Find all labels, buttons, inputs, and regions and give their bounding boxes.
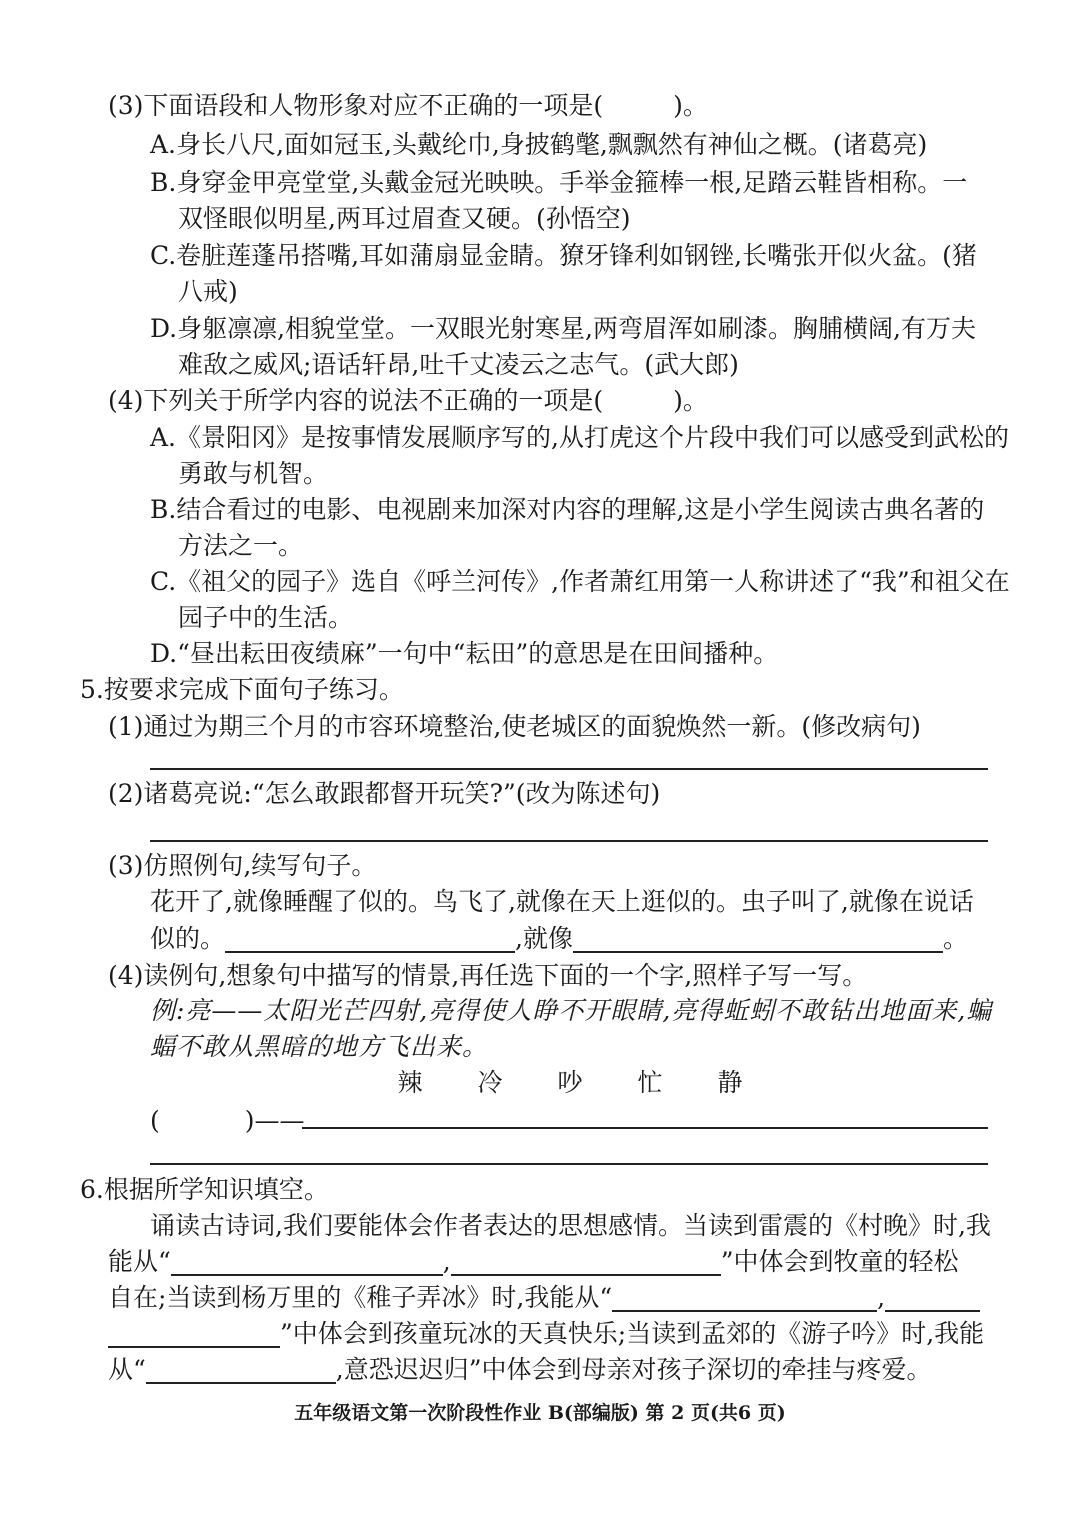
fill-blank[interactable]: [146, 1356, 336, 1384]
q6-title: 6.根据所学知识填空。: [80, 1175, 329, 1204]
char-option: 忙: [637, 1068, 663, 1097]
q4-option-d: D.“昼出耘田夜绩麻”一句中“耘田”的意思是在田间播种。: [150, 639, 779, 668]
q3-option-b-line2: 双怪眼似明星,两耳过眉查又硬。(孙悟空): [178, 204, 631, 233]
char-option: 辣: [397, 1068, 423, 1097]
q3-option-b-line1: B.身穿金甲亮堂堂,头戴金冠光映映。手举金箍棒一根,足踏云鞋皆相称。一: [150, 168, 968, 197]
q4-option-b-line2: 方法之一。: [178, 531, 304, 560]
page-footer: 五年级语文第一次阶段性作业 B(部编版) 第 2 页(共6 页): [294, 1402, 786, 1424]
q4-option-a-line1: A.《景阳冈》是按事情发展顺序写的,从打虎这个片段中我们可以感受到武松的: [150, 423, 1009, 452]
answer-line[interactable]: [150, 840, 988, 842]
q5-item4-example-line1: 例:亮——太阳光芒四射,亮得使人睁不开眼睛,亮得蚯蚓不敢钻出地面来,蝙: [150, 996, 993, 1025]
fill-blank[interactable]: [171, 1248, 443, 1276]
q3-option-a: A.身长八尺,面如冠玉,头戴纶巾,身披鹤氅,飘飘然有神仙之概。(诸葛亮): [150, 130, 928, 159]
q5-item4-answer: ( )——: [150, 1106, 305, 1135]
q3-stem: (3)下面语段和人物形象对应不正确的一项是( )。: [108, 91, 708, 120]
q6-line4: ”中体会到孩童玩冰的天真快乐;当读到孟郊的《游子吟》时,我能: [108, 1316, 984, 1352]
q5-item1: (1)通过为期三个月的市容环境整治,使老城区的面貌焕然一新。(修改病句): [108, 712, 921, 741]
fill-blank[interactable]: [612, 1284, 877, 1312]
answer-line[interactable]: [302, 1127, 988, 1129]
q6-line2: 能从“ , ”中体会到牧童的轻松: [108, 1247, 959, 1276]
char-option: 吵: [557, 1068, 583, 1097]
q5-item3-fill: 似的。 ,就像 。: [150, 924, 968, 953]
q6-line5: 从“ ,意恐迟迟归”中体会到母亲对孩子深切的牵挂与疼爱。: [108, 1355, 932, 1384]
q5-item3-example: 花开了,就像睡醒了似的。鸟飞了,就像在天上逛似的。虫子叫了,就像在说话: [150, 887, 974, 916]
q4-option-b-line1: B.结合看过的电影、电视剧来加深对内容的理解,这是小学生阅读古典名著的: [150, 495, 985, 524]
q4-option-c-line2: 园子中的生活。: [178, 603, 354, 632]
q6-line1: 诵读古诗词,我们要能体会作者表达的思想感情。当读到雷震的《村晚》时,我: [150, 1211, 991, 1240]
fill-blank[interactable]: [885, 1284, 980, 1312]
q3-option-c-line2: 八戒): [178, 277, 238, 306]
char-option: 静: [717, 1068, 743, 1097]
fill-blank[interactable]: [573, 925, 943, 953]
q5-item4: (4)读例句,想象句中描写的情景,再任选下面的一个字,照样子写一写。: [108, 961, 868, 990]
q4-option-a-line2: 勇敢与机智。: [178, 459, 329, 488]
q5-item4-example-line2: 蝠不敢从黑暗的地方飞出来。: [150, 1032, 489, 1061]
q5-item3: (3)仿照例句,续写句子。: [108, 851, 377, 880]
answer-line[interactable]: [150, 768, 988, 770]
q4-stem: (4)下列关于所学内容的说法不正确的一项是( )。: [108, 386, 708, 415]
character-choices: [370, 1065, 770, 1101]
q3-option-c-line1: C.卷脏莲蓬吊搭嘴,耳如蒲扇显金睛。獠牙锋利如钢锉,长嘴张开似火盆。(猪: [150, 241, 977, 270]
answer-line[interactable]: [150, 1163, 988, 1165]
fill-blank[interactable]: [225, 925, 515, 953]
q5-item2: (2)诸葛亮说:“怎么敢跟都督开玩笑?”(改为陈述句): [108, 779, 661, 808]
q3-option-d-line1: D.身躯凛凛,相貌堂堂。一双眼光射寒星,两弯眉浑如刷漆。胸脯横阔,有万夫: [150, 314, 976, 343]
q6-line3: 自在;当读到杨万里的《稚子弄冰》时,我能从“ ,: [108, 1280, 980, 1316]
q5-title: 5.按要求完成下面句子练习。: [80, 675, 404, 704]
fill-blank[interactable]: [451, 1248, 721, 1276]
q3-option-d-line2: 难敌之威风;语话轩昂,吐千丈凌云之志气。(武大郎): [178, 350, 739, 379]
fill-blank[interactable]: [108, 1320, 280, 1348]
char-option: 冷: [477, 1068, 503, 1097]
q4-option-c-line1: C.《祖父的园子》选自《呼兰河传》,作者萧红用第一人称讲述了“我”和祖父在: [150, 567, 1010, 596]
